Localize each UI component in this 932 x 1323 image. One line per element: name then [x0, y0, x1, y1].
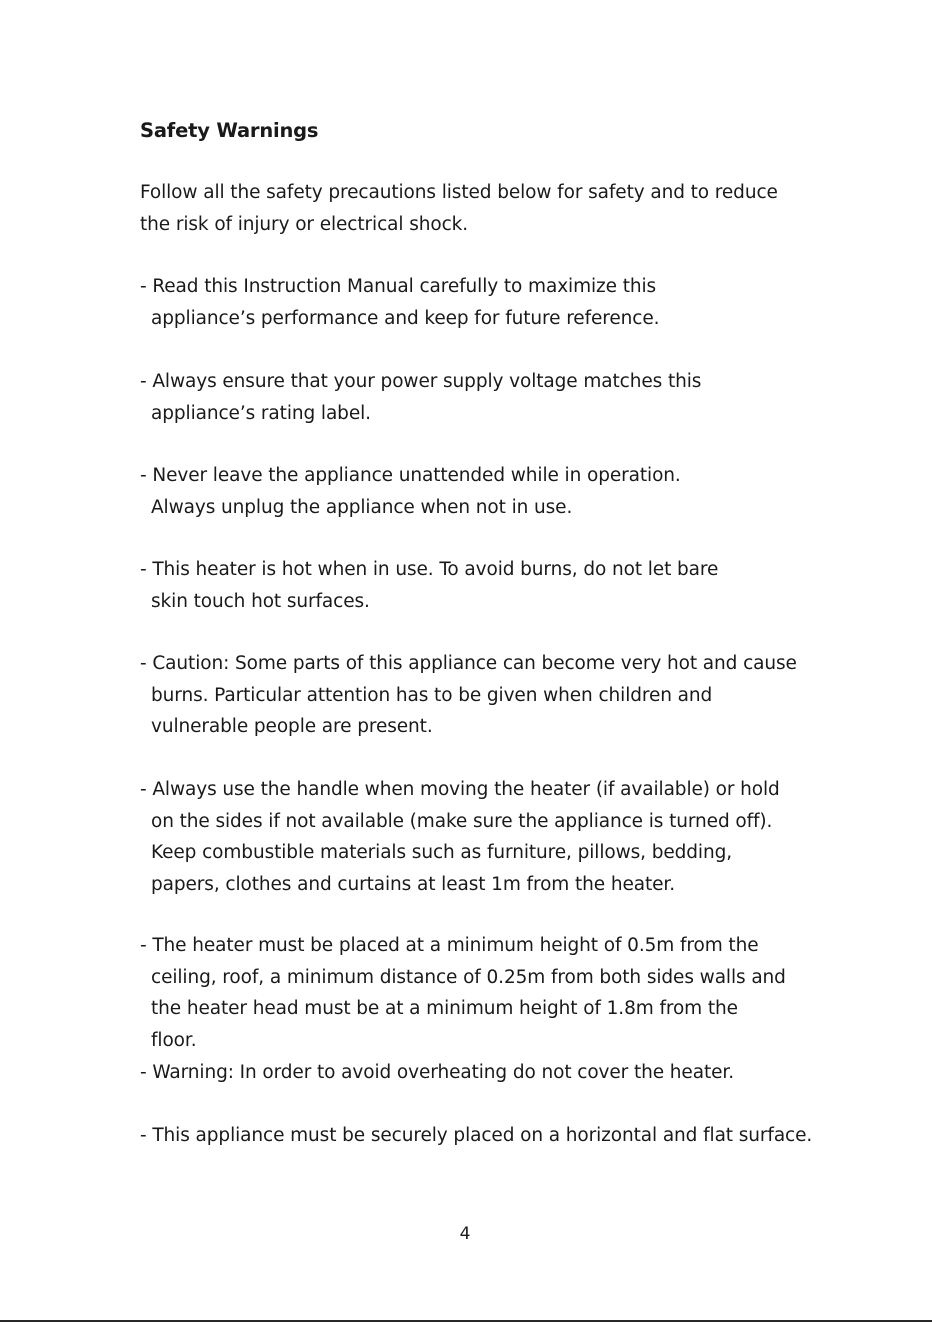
footer-divider	[0, 1320, 932, 1322]
page-number: 4	[459, 1224, 471, 1244]
warning-item-read-manual: - Read this Instruction Manual carefully to maximize this appliance’s performance and keep for future reference.	[140, 276, 660, 329]
warning-item-voltage: - Always ensure that your power supply voltage matches this appliance’s rating label.	[140, 371, 702, 424]
warning-item-caution-burns: - Caution: Some parts of this appliance can become very hot and cause burns. Particular attention has to be given when children and vulnerable people are present.	[140, 653, 797, 737]
warning-item-hot-surface: - This heater is hot when in use. To avoid burns, do not let bare skin touch hot surfaces.	[140, 559, 719, 612]
intro-paragraph: Follow all the safety precautions listed below for safety and to reduce the risk of injury or electrical shock.	[140, 182, 778, 235]
page-title: Safety Warnings	[140, 119, 319, 142]
warning-item-overheating: - Warning: In order to avoid overheating do not cover the heater.	[140, 1062, 734, 1083]
warning-item-handle: - Always use the handle when moving the heater (if available) or hold on the sides if not available (make sure the appliance is turned off). Keep combustible materials such as furniture, pillows, bedding, papers, clothes and curtains at least 1m from the heater.	[140, 779, 780, 895]
warning-item-placement: - The heater must be placed at a minimum height of 0.5m from the ceiling, roof, a minimum distance of 0.25m from both sides walls and the heater head must be at a minimum height of 1.8m from the floor.	[140, 935, 786, 1051]
warning-item-unattended: - Never leave the appliance unattended while in operation. Always unplug the appliance when not in use.	[140, 465, 681, 518]
warning-item-flat-surface: - This appliance must be securely placed on a horizontal and flat surface.	[140, 1125, 813, 1146]
